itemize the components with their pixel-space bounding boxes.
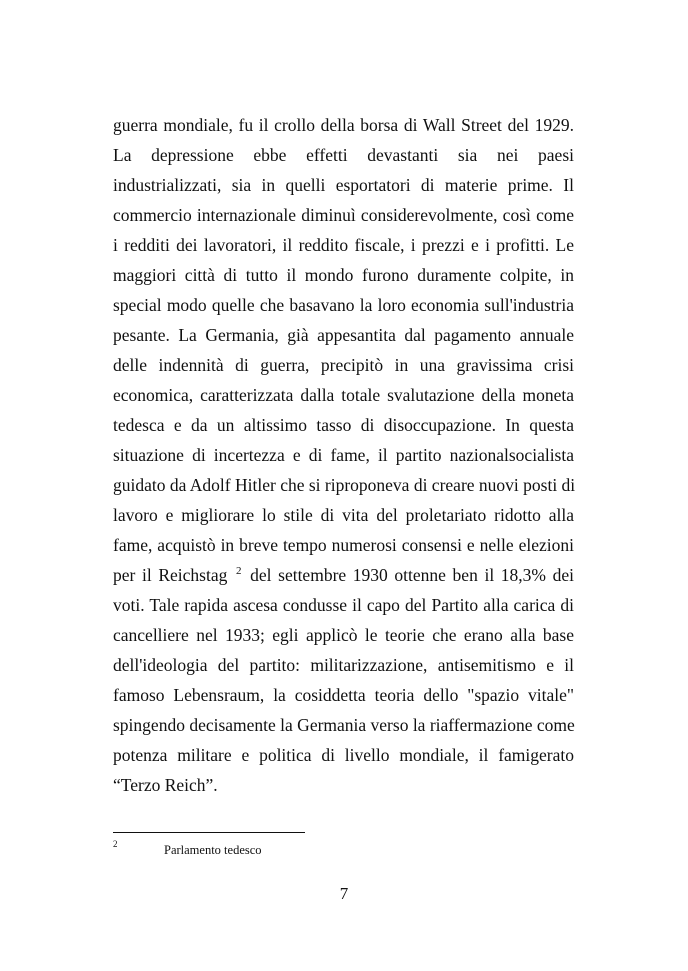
text-line-last: “Terzo Reich”.	[113, 775, 218, 795]
footnote-mark: 2	[113, 839, 118, 849]
text-line: i redditi dei lavoratori, il reddito fiscale, i prezzi e i profitti. Le	[113, 235, 574, 255]
text-line: dell'ideologia del partito: militarizzazione, antisemitismo e il	[113, 655, 574, 675]
text-line: voti. Tale rapida ascesa condusse il capo del Partito alla carica di	[113, 595, 574, 615]
text-line: fame, acquistò in breve tempo numerosi consensi e nelle elezioni	[113, 535, 574, 555]
text-line: special modo quelle che basavano la loro economia sull'industria	[113, 295, 574, 315]
text-line: guerra mondiale, fu il crollo della borsa di Wall Street del 1929.	[113, 115, 574, 135]
footnote-separator	[113, 832, 305, 833]
text-line: tedesca e da un altissimo tasso di disoccupazione. In questa	[113, 415, 574, 435]
text-line: commercio internazionale diminuì considerevolmente, così come	[113, 205, 574, 225]
text-line: spingendo decisamente la Germania verso la riaffermazione come	[113, 715, 575, 735]
page-number: 7	[339, 884, 349, 903]
text-line: delle indennità di guerra, precipitò in una gravissima crisi	[113, 355, 574, 375]
text-line: maggiori città di tutto il mondo furono duramente colpite, in	[113, 265, 574, 285]
body-paragraph	[113, 110, 574, 800]
text-line: situazione di incertezza e di fame, il partito nazionalsocialista	[113, 445, 574, 465]
text-line: guidato da Adolf Hitler che si riproponeva di creare nuovi posti di	[113, 475, 576, 495]
text-line: industrializzati, sia in quelli esportatori di materie prime. Il	[113, 175, 574, 195]
text-line: pesante. La Germania, già appesantita dal pagamento annuale	[113, 325, 574, 345]
text-segment: del settembre 1930 ottenne ben il 18,3% dei	[250, 565, 575, 585]
text-line: famoso Lebensraum, la cosiddetta teoria dello "spazio vitale"	[113, 685, 574, 705]
text-line-with-footnote-ref	[113, 560, 574, 590]
footnote-text: Parlamento tedesco	[164, 843, 262, 857]
text-line: lavoro e migliorare lo stile di vita del proletariato ridotto alla	[113, 505, 574, 525]
footnote-reference[interactable]: 2	[235, 565, 242, 577]
text-line: potenza militare e politica di livello mondiale, il famigerato	[113, 745, 574, 765]
text-line: cancelliere nel 1933; egli applicò le teorie che erano alla base	[113, 625, 574, 645]
text-line: economica, caratterizzata dalla totale svalutazione della moneta	[113, 385, 574, 405]
text-line: La depressione ebbe effetti devastanti sia nei paesi	[113, 145, 574, 165]
text-segment: per il Reichstag	[113, 565, 228, 585]
